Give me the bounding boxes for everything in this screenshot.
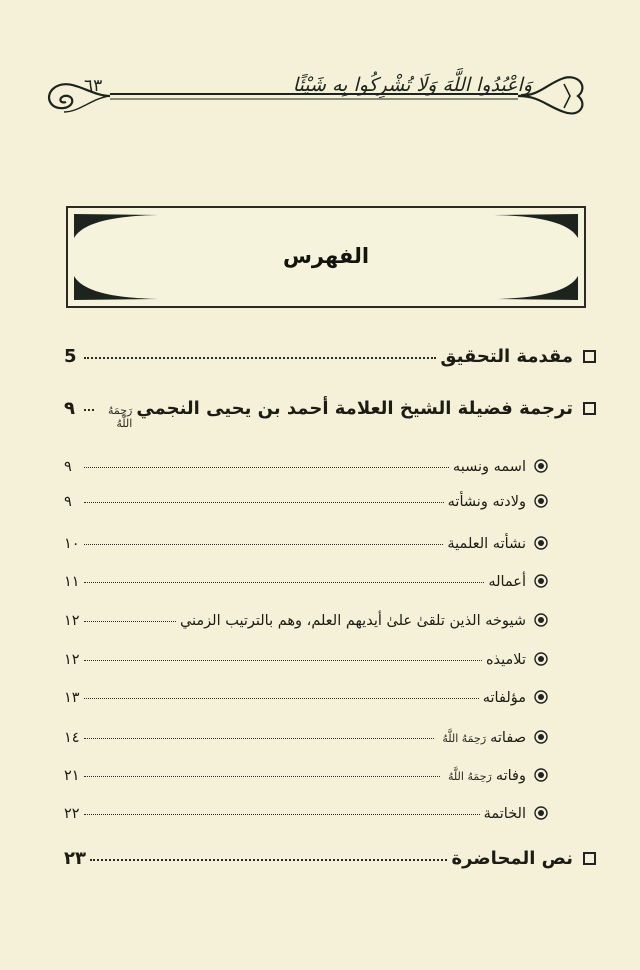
floral-rosette-icon — [534, 768, 548, 782]
toc-page-number: ١٠ — [64, 536, 80, 552]
toc-subentry[interactable] — [64, 804, 548, 822]
floral-rosette-icon — [534, 613, 548, 627]
floral-rosette-icon — [534, 459, 548, 473]
toc-subentry[interactable] — [64, 688, 548, 706]
toc-subentry[interactable] — [64, 534, 548, 552]
toc-entry-introduction[interactable] — [64, 346, 596, 367]
dotted-leader — [84, 698, 479, 699]
toc-page-number: ٩ — [64, 398, 75, 419]
dotted-leader — [84, 660, 482, 661]
dotted-leader — [84, 409, 94, 411]
hollow-square-icon — [583, 852, 596, 865]
toc-page-number: ٢٣ — [64, 848, 86, 869]
dotted-leader — [84, 467, 449, 468]
floral-rosette-icon — [534, 574, 548, 588]
floral-rosette-icon — [534, 806, 548, 820]
page-number: ٦٣ — [84, 76, 103, 96]
page-header — [40, 66, 600, 118]
toc-page-number: ١٢ — [64, 652, 80, 668]
toc-entry-lecture-text[interactable] — [64, 848, 596, 869]
dotted-leader — [84, 738, 434, 739]
floral-rosette-icon — [534, 494, 548, 508]
floral-rosette-icon — [534, 690, 548, 704]
toc-page-number: ١١ — [64, 574, 80, 590]
honorific-text: رَحِمَهُ اللَّهُ — [442, 732, 487, 745]
toc-page-number: ٢٢ — [64, 806, 80, 822]
dotted-leader — [84, 357, 436, 359]
toc-subentry[interactable] — [64, 457, 548, 475]
toc-entry-label: اسمه ونسبه — [452, 459, 526, 475]
toc-entry-label: ترجمة فضيلة الشيخ العلامة أحمد بن يحيى النجمي — [136, 398, 573, 419]
honorific-text: رَحِمَهُ اللَّهُ — [107, 404, 133, 430]
title-frame — [66, 206, 586, 308]
dotted-leader — [90, 859, 447, 861]
toc-entry-label: الخاتمة — [483, 806, 526, 822]
toc-subentry[interactable] — [64, 492, 548, 510]
toc-entry-label: شيوخه الذين تلقىٰ علىٰ أيديهم العلم، وهم بالترتيب الزمني — [179, 613, 526, 629]
dotted-leader — [84, 814, 480, 815]
toc-subentry[interactable] — [64, 572, 548, 590]
toc-page-number: ٩ — [64, 459, 72, 475]
toc-page-number: ١٣ — [64, 690, 80, 706]
honorific-text: رَحِمَهُ اللَّهُ — [448, 770, 492, 783]
dotted-leader — [84, 582, 484, 583]
hollow-square-icon — [583, 350, 596, 363]
toc-subentry[interactable] — [64, 728, 548, 746]
toc-subentry[interactable] — [64, 766, 548, 784]
toc-page-number: ٢١ — [64, 768, 80, 784]
toc-page-number: ٩ — [64, 494, 72, 510]
toc-entry-label: وفاته — [495, 768, 526, 784]
toc-entry-label: صفاته — [490, 730, 526, 746]
toc-entry-label: نشأته العلمية — [447, 536, 526, 552]
header-verse: وَاعْبُدُوا اللَّهَ وَلَا تُشْرِكُوا بِهِ شَيْئًا — [292, 74, 532, 96]
toc-subentry[interactable] — [64, 611, 548, 629]
toc-page-number: ١٤ — [64, 730, 80, 746]
dotted-leader — [84, 502, 444, 503]
toc-page-number: 5 — [64, 346, 77, 367]
toc-entry-label: مقدمة التحقيق — [440, 346, 573, 367]
toc-entry-label: مؤلفاته — [482, 690, 526, 706]
dotted-leader — [84, 776, 440, 777]
dotted-leader — [84, 544, 443, 545]
toc-subentry[interactable] — [64, 650, 548, 668]
toc-entry-biography[interactable] — [64, 398, 596, 430]
toc-page-number: ١٢ — [64, 613, 80, 629]
page-title: الفهرس — [282, 244, 370, 268]
toc-entry-label: تلاميذه — [485, 652, 526, 668]
floral-rosette-icon — [534, 730, 548, 744]
toc-entry-label: نص المحاضرة — [451, 848, 573, 869]
toc-entry-label: ولادته ونشأته — [447, 494, 526, 510]
hollow-square-icon — [583, 402, 596, 415]
dotted-leader — [84, 621, 176, 622]
floral-rosette-icon — [534, 536, 548, 550]
floral-rosette-icon — [534, 652, 548, 666]
toc-entry-label: أعماله — [488, 574, 526, 590]
